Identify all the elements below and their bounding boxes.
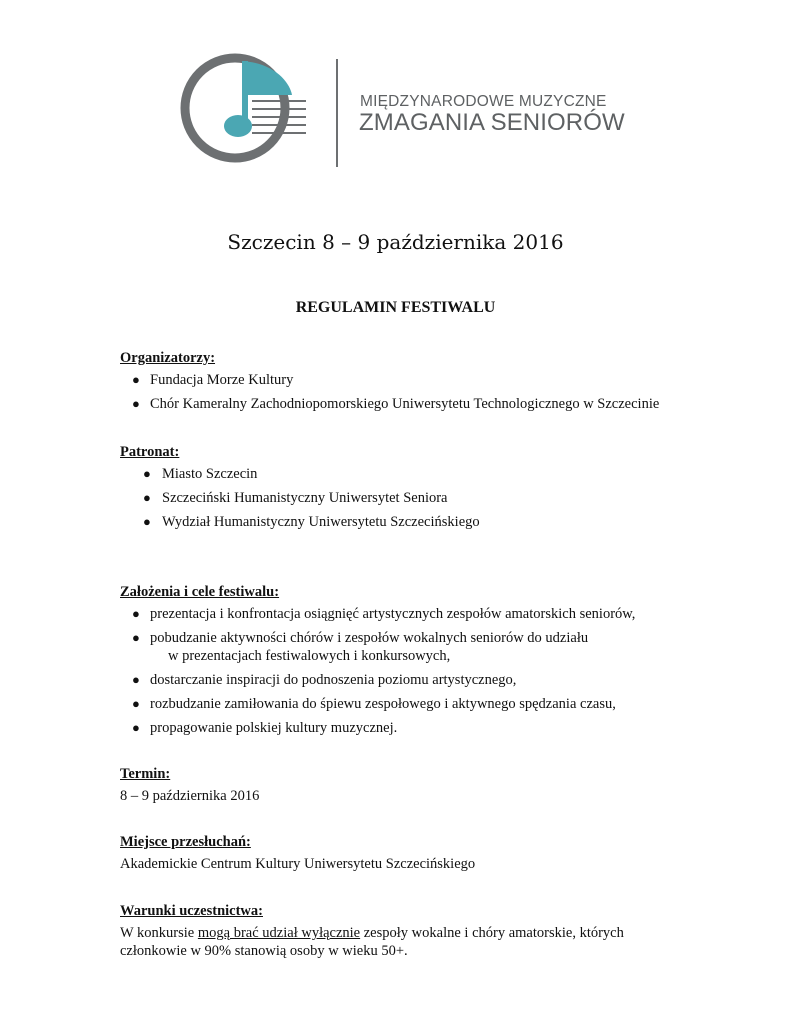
- list-item: ● pobudzanie aktywności chórów i zespołów wokalnych seniorów do udziału w prezentacjach festiwalowych i konkursowych,: [132, 630, 589, 664]
- date-line: Szczecin 8 – 9 października 2016: [227, 230, 564, 254]
- organizers-heading: Organizatorzy:: [120, 350, 216, 366]
- list-item: ● prezentacja i konfrontacja osiągnięć artystycznych zespołów amatorskich seniorów,: [132, 606, 636, 622]
- goals-list: [120, 605, 680, 737]
- bullet-icon: ●: [132, 696, 140, 711]
- list-item: ● Fundacja Morze Kultury: [132, 372, 294, 388]
- bullet-icon: ●: [143, 490, 151, 505]
- conditions-text-line2: członkowie w 90% stanowią osoby w wieku 50+.: [120, 943, 408, 959]
- venue-value: Akademickie Centrum Kultury Uniwersytetu Szczecińskiego: [120, 856, 476, 872]
- conditions-section: [120, 902, 680, 960]
- bullet-icon: ●: [143, 514, 151, 529]
- logo-text-line1: MIĘDZYNARODOWE MUZYCZNE: [360, 93, 607, 110]
- logo-text-line2: ZMAGANIA SENIORÓW: [359, 109, 625, 136]
- term-section: [120, 765, 680, 805]
- list-item: ● rozbudzanie zamiłowania do śpiewu zespołowego i aktywnego spędzania czasu,: [132, 696, 616, 712]
- bullet-icon: ●: [132, 720, 140, 735]
- bullet-icon: ●: [132, 606, 140, 621]
- list-item: ● Wydział Humanistyczny Uniwersytetu Szczecińskiego: [143, 514, 480, 530]
- bullet-icon: ●: [132, 372, 140, 387]
- bullet-icon: ●: [132, 672, 140, 687]
- bullet-icon: ●: [132, 630, 140, 645]
- goals-section: [120, 583, 680, 743]
- bullet-icon: ●: [143, 466, 151, 481]
- list-item: ● dostarczanie inspiracji do podnoszenia poziomu artystycznego,: [132, 672, 517, 688]
- list-item: ● Miasto Szczecin: [143, 466, 258, 482]
- conditions-heading: Warunki uczestnictwa:: [120, 903, 263, 919]
- list-item: ● propagowanie polskiej kultury muzycznej.: [132, 720, 398, 736]
- venue-heading: Miejsce przesłuchań:: [120, 834, 251, 850]
- goals-heading: Założenia i cele festiwalu:: [120, 584, 280, 600]
- term-heading: Termin:: [120, 766, 171, 782]
- bullet-icon: ●: [132, 396, 140, 411]
- conditions-text: W konkursie mogą brać udział wyłącznie zespoły wokalne i chóry amatorskie, których: [120, 925, 624, 941]
- list-item: ● Szczeciński Humanistyczny Uniwersytet Seniora: [143, 490, 448, 506]
- conditions-emphasis: mogą brać udział wyłącznie: [197, 925, 361, 941]
- document-title: REGULAMIN FESTIWALU: [295, 299, 496, 316]
- festival-logo: [150, 35, 625, 200]
- venue-section: [120, 833, 680, 873]
- patronage-section: [120, 443, 680, 537]
- organizers-section: [120, 349, 680, 419]
- list-item: ● Chór Kameralny Zachodniopomorskiego Uniwersytetu Technologicznego w Szczecinie: [132, 396, 660, 412]
- logo-divider: [336, 59, 338, 167]
- patronage-heading: Patronat:: [120, 444, 180, 460]
- organizers-list: [120, 371, 680, 413]
- music-note-logo-icon: [180, 53, 310, 173]
- term-value: 8 – 9 października 2016: [120, 788, 260, 804]
- patronage-list: [120, 465, 680, 531]
